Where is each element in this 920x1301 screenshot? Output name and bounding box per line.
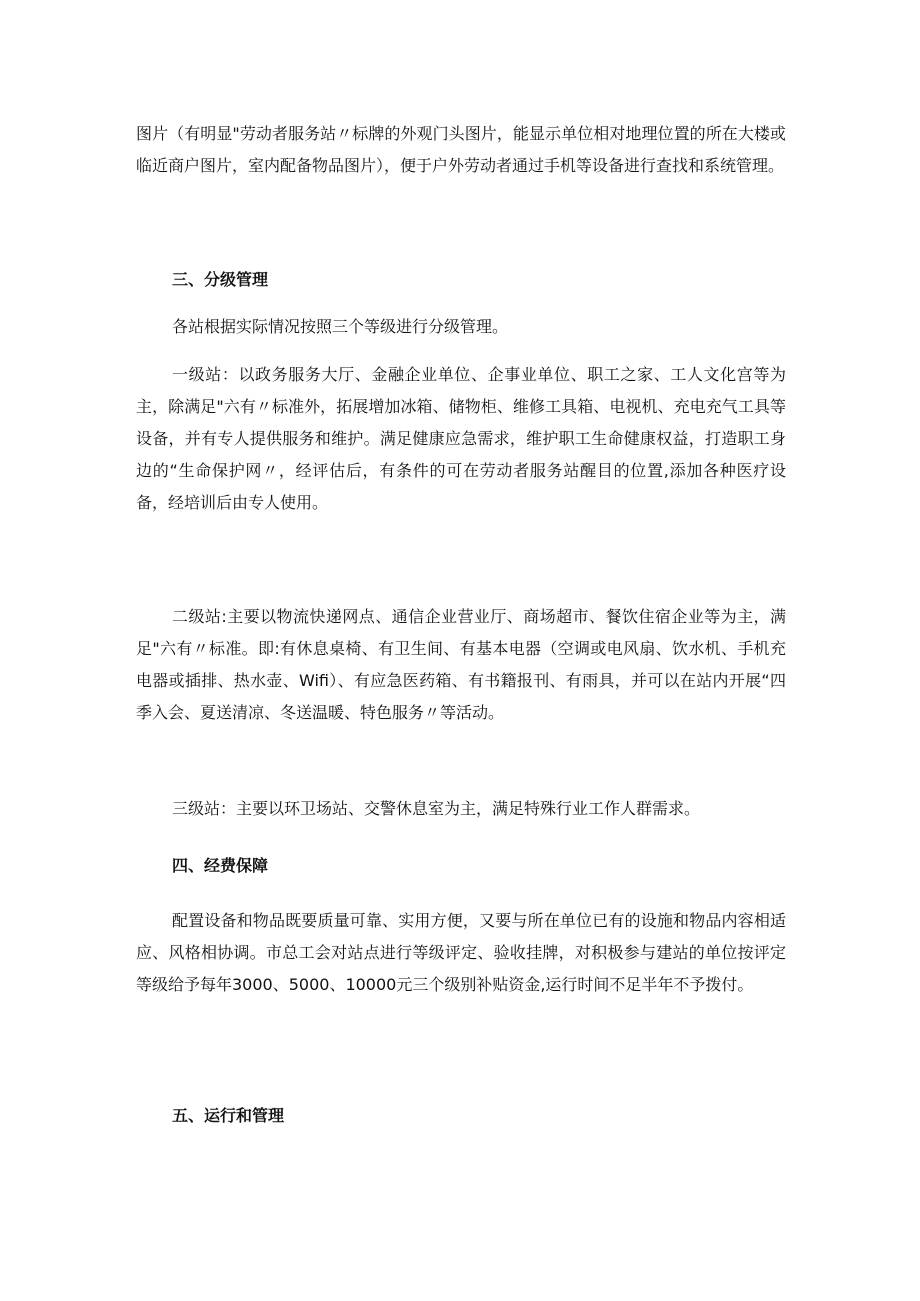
- section-heading-funding: 四、经费保障: [172, 856, 269, 875]
- paragraph-intro-continued: 图片（有明显"劳动者服务站〃标牌的外观门头图片，能显示单位相对地理位置的所在大楼或临近商户图片，室内配备物品图片），便于户外劳动者通过手机等设备进行查找和系统管理。: [136, 124, 786, 175]
- paragraph-tier-3: 三级站：主要以环卫场站、交警休息室为主，满足特殊行业工作人群需求。: [172, 799, 701, 818]
- paragraph-tier-2: 二级站:主要以物流快递网点、通信企业营业厅、商场超市、餐饮住宿企业等为主，满足"六有〃标准。即:有休息桌椅、有卫生间、有基本电器（空调或电风扇、饮水机、手机充电器或插排、热水壶、Wifi）、有应急医药箱、有书籍报刊、有雨具，并可以在站内开展“四季入会、夏送清凉、冬送温暖、特色服务〃等活动。: [136, 607, 786, 722]
- section-heading-operation: 五、运行和管理: [172, 1106, 285, 1125]
- section-heading-grading: 三、分级管理: [172, 270, 269, 289]
- paragraph-tier-1: 一级站：以政务服务大厅、金融企业单位、企事业单位、职工之家、工人文化宫等为主，除满足"六有〃标准外，拓展增加冰箱、储物柜、维修工具箱、电视机、充电充气工具等设备，并有专人提供服务和维护。满足健康应急需求，维护职工生命健康权益，打造职工身边的“生命保护网〃，经评估后，有条件的可在劳动者服务站醒目的位置,添加各种医疗设备，经培训后由专人使用。: [136, 365, 786, 512]
- paragraph-funding: 配置设备和物品既要质量可靠、实用方便，又要与所在单位已有的设施和物品内容相适应、风格相协调。市总工会对站点进行等级评定、验收挂牌，对积极参与建站的单位按评定等级给予每年3000、5000、10000元三个级别补贴资金,运行时间不足半年不予拨付。: [136, 911, 786, 994]
- paragraph-tier-intro: 各站根据实际情况按照三个等级进行分级管理。: [172, 317, 509, 336]
